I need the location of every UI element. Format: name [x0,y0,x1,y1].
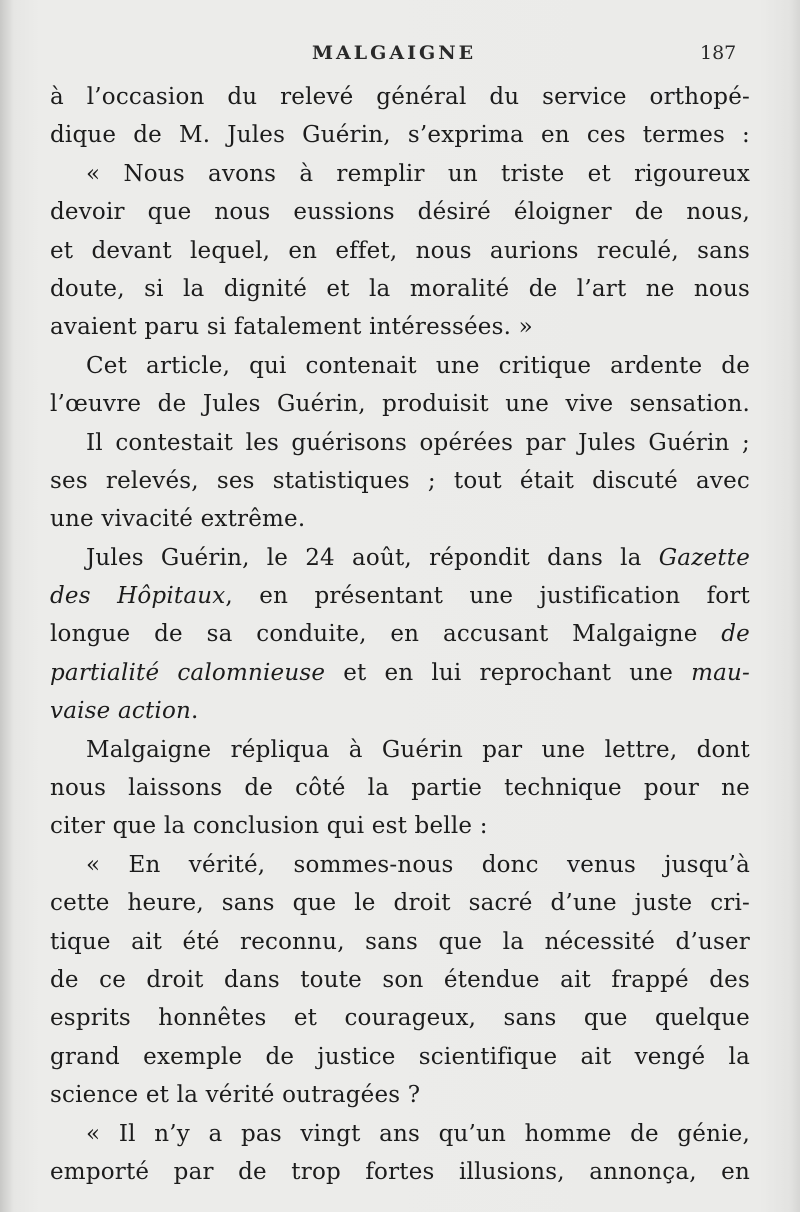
text-line: des Hôpitaux, en présentant une justification fort [50,583,750,610]
text-line: partialité calomnieuse et en lui reprochant une mau- [50,659,751,686]
italic-phrase: mau- [691,659,751,686]
italic-phrase: vaise action [50,698,192,725]
body-text [50,78,750,1191]
text-line: tique ait été reconnu, sans que la nécessité d’user [50,928,750,955]
italic-title: des Hôpitaux [50,583,226,610]
page-number: 187 [700,42,737,64]
text-line: vaise action. [50,698,199,725]
text-line: nous laissons de côté la partie technique pour ne [50,775,750,802]
text-line: une vivacité extrême. [50,506,306,533]
running-header [0,42,800,72]
text-line: grand exemple de justice scientifique ait vengé la [50,1043,750,1070]
text-line: emporté par de trop fortes illusions, annonça, en [50,1158,750,1185]
text-line: science et la vérité outragées ? [50,1082,421,1109]
text-line: et devant lequel, en effet, nous aurions reculé, sans [50,237,750,264]
italic-phrase: partialité calomnieuse [50,659,326,686]
text-line: ses relevés, ses statistiques ; tout était discuté avec [50,467,750,494]
italic-title: Gazette [658,544,751,571]
text-line: « En vérité, sommes-nous donc venus jusqu’à [86,851,750,878]
text-line: de ce droit dans toute son étendue ait frappé des [50,966,750,993]
text-line: longue de sa conduite, en accusant Malgaigne de [50,621,750,648]
text-line: Jules Guérin, le 24 août, répondit dans la Gazette [86,544,751,571]
text-line: « Il n’y a pas vingt ans qu’un homme de génie, [86,1120,750,1147]
text-line: devoir que nous eussions désiré éloigner de nous, [50,199,750,226]
text-line: doute, si la dignité et la moralité de l’art ne nous [50,275,750,302]
text-line: Cet article, qui contenait une critique ardente de [86,352,750,379]
italic-phrase: de [721,621,750,648]
running-title: MALGAIGNE [312,42,477,64]
text-line: Malgaigne répliqua à Guérin par une lettre, dont [86,736,750,763]
text-line: dique de M. Jules Guérin, s’exprima en ces termes : [50,122,750,149]
text-line: cette heure, sans que le droit sacré d’une juste cri- [50,890,750,917]
text-line: « Nous avons à remplir un triste et rigoureux [86,160,750,187]
text-line: esprits honnêtes et courageux, sans que quelque [50,1005,750,1032]
text-line: avaient paru si fatalement intéressées. » [50,314,533,341]
text-line: Il contestait les guérisons opérées par Jules Guérin ; [86,429,750,456]
text-line: l’œuvre de Jules Guérin, produisit une vive sensation. [50,391,750,418]
text-line: citer que la conclusion qui est belle : [50,813,488,840]
text-line: à l’occasion du relevé général du service orthopé- [50,84,750,110]
